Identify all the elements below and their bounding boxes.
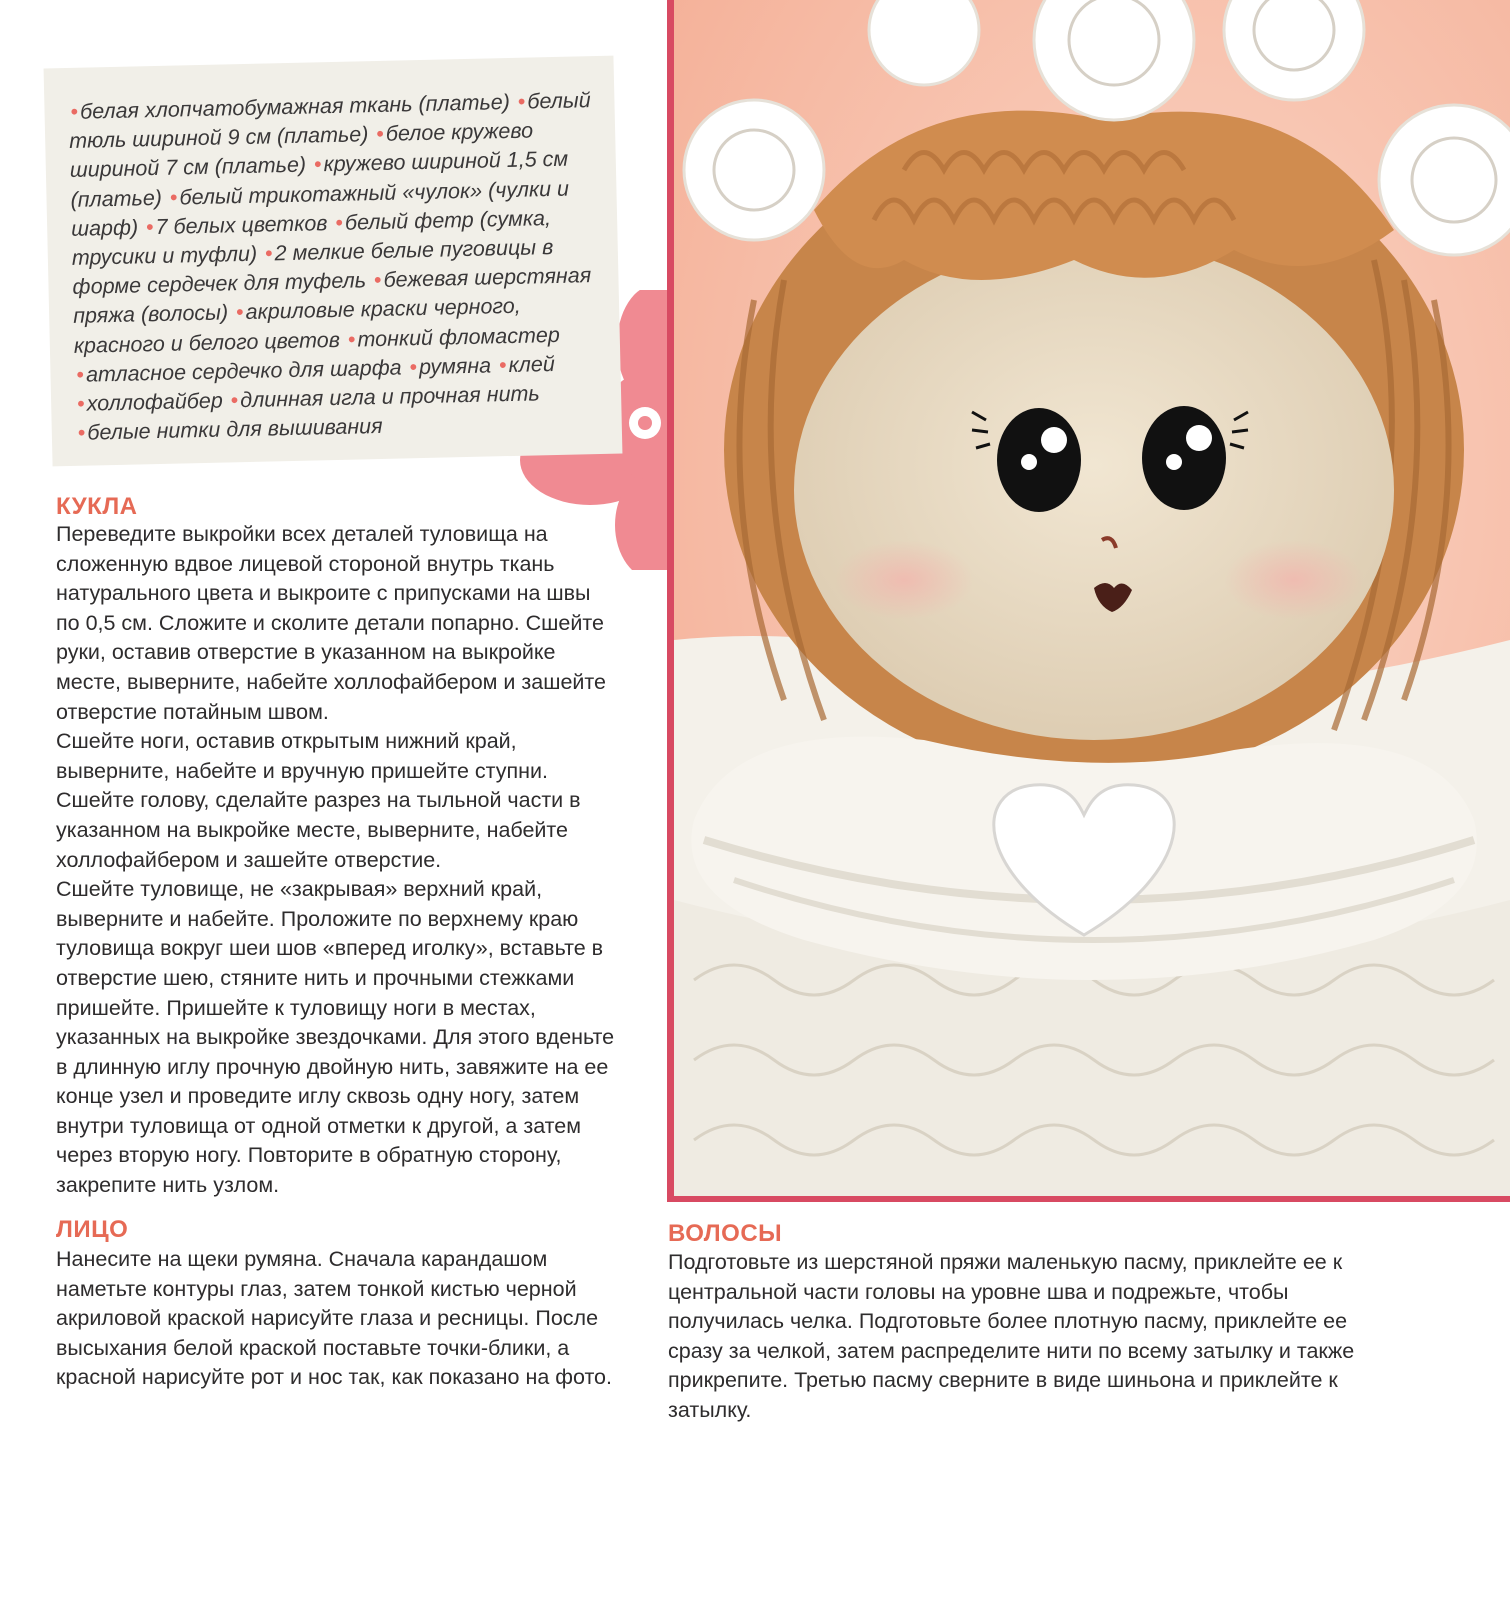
bullet-icon: • — [335, 210, 344, 235]
material-item: румяна — [418, 353, 492, 379]
material-item: длинная игла и прочная нить — [240, 381, 540, 413]
bullet-icon: • — [70, 99, 79, 124]
face-paragraph: Нанесите на щеки румяна. Сначала карандашом наметьте контуры глаз, затем тонкой кистью черной акриловой краской нарисуйте глаза и ресницы. После высыхания белой краской поставьте точки-блики, а красной нарисуйте рот и нос так, как показано на фото. — [56, 1247, 612, 1390]
material-item: атласное сердечко для шарфа — [85, 355, 402, 387]
material-item: белый фетр (сумка, трусики и туфли) — [71, 205, 552, 270]
materials-box — [44, 56, 623, 467]
material-item: белая хлопчатобумажная ткань (платье) — [79, 89, 511, 124]
bullet-icon: • — [313, 152, 322, 177]
hair-paragraph: Подготовьте из шерстяной пряжи маленькую пасму, приклейте ее к центральной части головы на уровне шва и подрежьте, чтобы получилась челка. Подготовьте более плотную пасму, приклейте ее сразу за челкой, затем распределите нити по всему затылку и также прикрепите. Третью пасму сверните в виде шиньона и приклейте к затылку. — [668, 1250, 1355, 1422]
material-item: 2 мелкие белые пуговицы в форме сердечек для туфель — [72, 235, 554, 300]
bullet-icon: • — [376, 122, 385, 147]
bullet-icon: • — [347, 327, 356, 352]
bullet-icon: • — [77, 420, 86, 446]
doll-instructions — [56, 520, 616, 1201]
material-item: белое кружево шириной 7 см (платье) — [69, 118, 534, 183]
bullet-icon: • — [409, 354, 418, 380]
bullet-icon: • — [145, 214, 154, 240]
material-item: 7 белых цветков — [155, 210, 328, 239]
face-instructions — [56, 1245, 616, 1393]
material-item: кружево шириной 1,5 см (платье) — [70, 147, 569, 212]
material-item: холлофайбер — [86, 388, 224, 416]
bullet-icon: • — [264, 241, 273, 266]
material-item: клей — [508, 351, 556, 377]
material-item: тонкий фломастер — [357, 322, 561, 352]
bullet-icon: • — [76, 391, 85, 416]
bullet-icon: • — [373, 268, 382, 293]
doll-section-title: КУКЛА — [56, 493, 138, 520]
doll-paragraph: Сшейте туловище, не «закрывая» верхний край, выверните и набейте. Проложите по верхнему краю туловища вокруг шеи шов «вперед иголку», вставьте в отверстие шею, стяните нить и прочными стежками пришейте. Пришейте к туловищу ноги в местах, указанных на выкройке звездочками. Для этого вденьте в длинную иглу прочную двойную нить, завяжите на ее конце узел и проведите иглу сквозь одну ногу, затем внутри туловища от одной отметки к другой, а затем через вторую ногу. Повторите в обратную сторону, закрепите нить узлом. — [56, 877, 615, 1198]
bullet-icon: • — [169, 185, 178, 210]
hair-section-title: ВОЛОСЫ — [668, 1220, 783, 1247]
material-item: белые нитки для вышивания — [87, 414, 383, 445]
material-item: бежевая шерстяная пряжа (волосы) — [72, 263, 592, 329]
bullet-icon: • — [517, 89, 526, 114]
bullet-icon: • — [235, 300, 244, 325]
bullet-icon: • — [230, 388, 239, 413]
hair-instructions — [668, 1248, 1388, 1426]
bullet-icon: • — [498, 352, 507, 378]
doll-photo — [667, 0, 1510, 1202]
bullet-icon: • — [76, 362, 85, 387]
doll-paragraph: Сшейте голову, сделайте разрез на тыльной части в указанном на выкройке месте, выверните, набейте холлофайбером и зашейте отверстие. — [56, 788, 581, 872]
material-item: белый трикотажный «чулок» (чулки и шарф) — [70, 176, 570, 241]
face-section-title: ЛИЦО — [56, 1216, 129, 1243]
doll-paragraph: Сшейте ноги, оставив открытым нижний край, выверните, набейте и вручную пришейте ступни. — [56, 729, 549, 783]
material-item: белый тюль шириной 9 см (платье) — [68, 88, 591, 154]
material-item: акриловые краски черного, красного и белого цветов — [73, 294, 521, 358]
doll-paragraph: Переведите выкройки всех деталей туловища на сложенную вдвое лицевой стороной внутрь ткань натурального цвета и выкроите с припусками на швы по 0,5 см. Сложите и сколите детали попарно. Сшейте руки, оставив отверстие в указанном на выкройке месте, выверните, набейте холлофайбером и зашейте отверстие потайным швом. — [56, 522, 606, 724]
